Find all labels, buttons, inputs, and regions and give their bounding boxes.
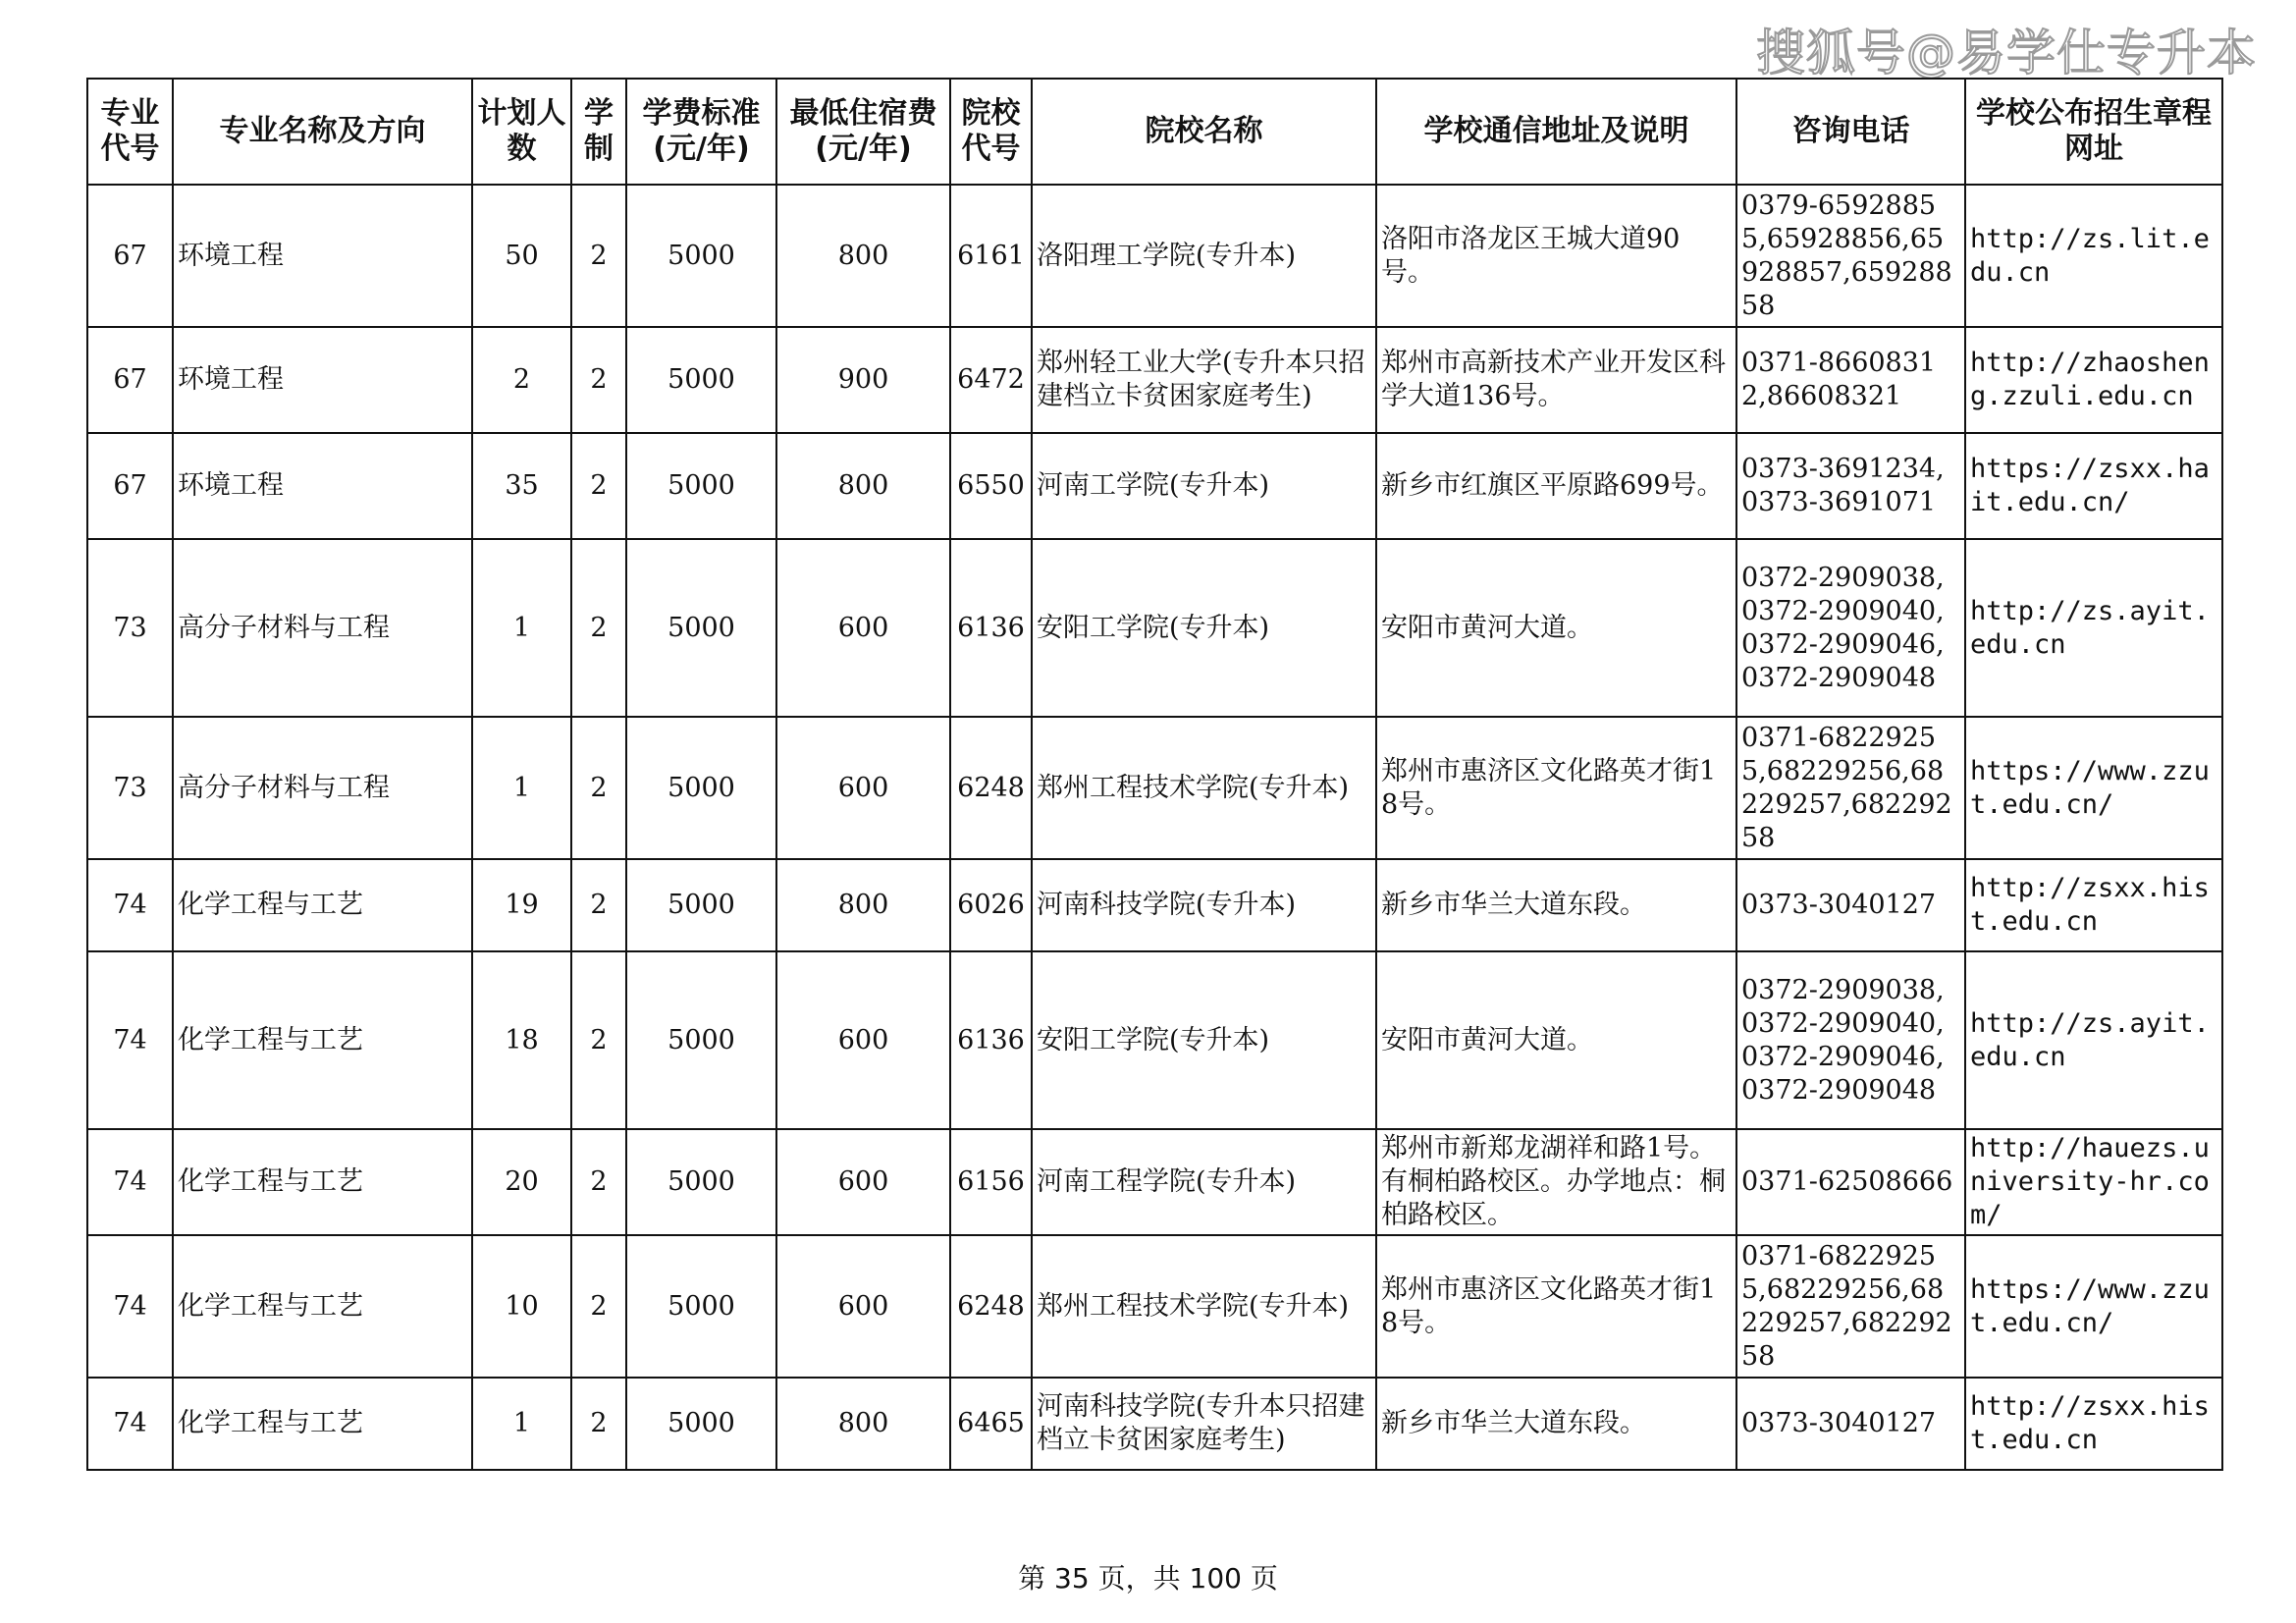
cell-tuition: 5000 [626, 1129, 776, 1235]
cell-phone: 0371-62508666 [1736, 1129, 1965, 1235]
cell-address: 洛阳市洛龙区王城大道90号。 [1376, 185, 1736, 327]
cell-school-name: 河南工程学院(专升本) [1032, 1129, 1376, 1235]
cell-years: 2 [571, 1129, 626, 1235]
cell-phone: 0373-3691234,0373-3691071 [1736, 433, 1965, 539]
cell-dorm: 600 [776, 717, 950, 859]
cell-tuition: 5000 [626, 951, 776, 1129]
cell-major-code: 74 [87, 951, 173, 1129]
cell-tuition: 5000 [626, 539, 776, 717]
cell-dorm: 600 [776, 951, 950, 1129]
cell-address: 郑州市高新技术产业开发区科学大道136号。 [1376, 327, 1736, 433]
page-footer [0, 1557, 2296, 1596]
cell-dorm: 800 [776, 433, 950, 539]
cell-plan: 50 [472, 185, 571, 327]
footer-total-pages: 100 [1189, 1562, 1242, 1595]
cell-address: 新乡市华兰大道东段。 [1376, 1378, 1736, 1470]
table-row [87, 327, 2222, 433]
enrollment-table [86, 78, 2223, 1471]
cell-dorm: 900 [776, 327, 950, 433]
cell-major-name: 高分子材料与工程 [173, 539, 472, 717]
footer-suffix: 页 [1250, 1562, 1278, 1595]
table-row [87, 433, 2222, 539]
cell-school-code: 6472 [950, 327, 1032, 433]
cell-school-name: 河南科技学院(专升本) [1032, 859, 1376, 951]
cell-dorm: 800 [776, 185, 950, 327]
cell-dorm: 600 [776, 539, 950, 717]
cell-major-name: 化学工程与工艺 [173, 859, 472, 951]
cell-url: https://www.zzut.edu.cn/ [1965, 717, 2222, 859]
cell-address: 新乡市红旗区平原路699号。 [1376, 433, 1736, 539]
cell-url: http://zs.ayit.edu.cn [1965, 539, 2222, 717]
cell-school-name: 河南科技学院(专升本只招建档立卡贫困家庭考生) [1032, 1378, 1376, 1470]
cell-major-code: 73 [87, 539, 173, 717]
cell-plan: 1 [472, 539, 571, 717]
table-row [87, 539, 2222, 717]
cell-plan: 19 [472, 859, 571, 951]
cell-major-name: 化学工程与工艺 [173, 951, 472, 1129]
cell-address: 郑州市惠济区文化路英才街18号。 [1376, 1235, 1736, 1378]
cell-dorm: 800 [776, 859, 950, 951]
header-phone: 咨询电话 [1736, 79, 1965, 185]
cell-major-code: 73 [87, 717, 173, 859]
cell-phone: 0379-65928855,65928856,65928857,65928858 [1736, 185, 1965, 327]
cell-major-code: 74 [87, 859, 173, 951]
table-row [87, 1235, 2222, 1378]
cell-school-code: 6248 [950, 1235, 1032, 1378]
cell-tuition: 5000 [626, 717, 776, 859]
cell-school-code: 6156 [950, 1129, 1032, 1235]
table-row [87, 951, 2222, 1129]
cell-tuition: 5000 [626, 185, 776, 327]
cell-school-name: 郑州工程技术学院(专升本) [1032, 1235, 1376, 1378]
cell-tuition: 5000 [626, 1235, 776, 1378]
footer-mid: 页，共 [1097, 1562, 1181, 1595]
table-row [87, 1129, 2222, 1235]
cell-address: 新乡市华兰大道东段。 [1376, 859, 1736, 951]
cell-dorm: 600 [776, 1129, 950, 1235]
header-plan: 计划人数 [472, 79, 571, 185]
cell-address: 郑州市惠济区文化路英才街18号。 [1376, 717, 1736, 859]
cell-school-code: 6026 [950, 859, 1032, 951]
cell-major-name: 化学工程与工艺 [173, 1378, 472, 1470]
cell-major-code: 67 [87, 433, 173, 539]
cell-years: 2 [571, 327, 626, 433]
cell-major-name: 化学工程与工艺 [173, 1235, 472, 1378]
cell-years: 2 [571, 1235, 626, 1378]
cell-school-name: 洛阳理工学院(专升本) [1032, 185, 1376, 327]
header-address: 学校通信地址及说明 [1376, 79, 1736, 185]
cell-major-code: 67 [87, 327, 173, 433]
cell-plan: 2 [472, 327, 571, 433]
header-years: 学制 [571, 79, 626, 185]
cell-plan: 20 [472, 1129, 571, 1235]
cell-address: 安阳市黄河大道。 [1376, 951, 1736, 1129]
cell-years: 2 [571, 1378, 626, 1470]
cell-dorm: 800 [776, 1378, 950, 1470]
cell-major-name: 环境工程 [173, 185, 472, 327]
footer-prefix: 第 [1018, 1562, 1046, 1595]
cell-url: http://hauezs.university-hr.com/ [1965, 1129, 2222, 1235]
cell-plan: 35 [472, 433, 571, 539]
footer-page-number: 35 [1054, 1562, 1090, 1595]
header-dorm: 最低住宿费(元/年) [776, 79, 950, 185]
header-school-code: 院校代号 [950, 79, 1032, 185]
cell-school-name: 安阳工学院(专升本) [1032, 951, 1376, 1129]
cell-school-code: 6136 [950, 539, 1032, 717]
cell-tuition: 5000 [626, 859, 776, 951]
cell-phone: 0372-2909038,0372-2909040,0372-2909046,0372-2909048 [1736, 951, 1965, 1129]
cell-school-code: 6465 [950, 1378, 1032, 1470]
cell-phone: 0373-3040127 [1736, 859, 1965, 951]
cell-major-code: 74 [87, 1129, 173, 1235]
cell-school-code: 6136 [950, 951, 1032, 1129]
cell-years: 2 [571, 951, 626, 1129]
cell-phone: 0371-68229255,68229256,68229257,68229258 [1736, 1235, 1965, 1378]
cell-url: https://zsxx.hait.edu.cn/ [1965, 433, 2222, 539]
table-row [87, 859, 2222, 951]
cell-school-name: 安阳工学院(专升本) [1032, 539, 1376, 717]
table-row [87, 717, 2222, 859]
cell-address: 安阳市黄河大道。 [1376, 539, 1736, 717]
cell-years: 2 [571, 539, 626, 717]
cell-years: 2 [571, 185, 626, 327]
cell-phone: 0371-86608312,86608321 [1736, 327, 1965, 433]
cell-tuition: 5000 [626, 327, 776, 433]
cell-plan: 1 [472, 1378, 571, 1470]
cell-major-name: 高分子材料与工程 [173, 717, 472, 859]
cell-major-code: 74 [87, 1235, 173, 1378]
cell-url: https://www.zzut.edu.cn/ [1965, 1235, 2222, 1378]
cell-dorm: 600 [776, 1235, 950, 1378]
header-row [87, 79, 2222, 185]
header-major-code: 专业代号 [87, 79, 173, 185]
cell-major-name: 环境工程 [173, 433, 472, 539]
cell-phone: 0373-3040127 [1736, 1378, 1965, 1470]
table-row [87, 1378, 2222, 1470]
table-row [87, 185, 2222, 327]
cell-plan: 1 [472, 717, 571, 859]
cell-school-name: 河南工学院(专升本) [1032, 433, 1376, 539]
watermark-text: 搜狐号@易学仕专升本 [1756, 25, 2257, 81]
cell-address: 郑州市新郑龙湖祥和路1号。有桐柏路校区。办学地点：桐柏路校区。 [1376, 1129, 1736, 1235]
cell-years: 2 [571, 717, 626, 859]
cell-url: http://zs.ayit.edu.cn [1965, 951, 2222, 1129]
cell-phone: 0371-68229255,68229256,68229257,68229258 [1736, 717, 1965, 859]
cell-school-code: 6248 [950, 717, 1032, 859]
cell-years: 2 [571, 859, 626, 951]
cell-url: http://zhaosheng.zzuli.edu.cn [1965, 327, 2222, 433]
header-school-name: 院校名称 [1032, 79, 1376, 185]
cell-school-code: 6161 [950, 185, 1032, 327]
cell-url: http://zs.lit.edu.cn [1965, 185, 2222, 327]
cell-years: 2 [571, 433, 626, 539]
cell-phone: 0372-2909038,0372-2909040,0372-2909046,0372-2909048 [1736, 539, 1965, 717]
header-major-name: 专业名称及方向 [173, 79, 472, 185]
cell-plan: 10 [472, 1235, 571, 1378]
cell-major-name: 环境工程 [173, 327, 472, 433]
cell-major-code: 67 [87, 185, 173, 327]
header-tuition: 学费标准(元/年) [626, 79, 776, 185]
cell-url: http://zsxx.hist.edu.cn [1965, 1378, 2222, 1470]
cell-tuition: 5000 [626, 433, 776, 539]
cell-plan: 18 [472, 951, 571, 1129]
cell-major-code: 74 [87, 1378, 173, 1470]
cell-tuition: 5000 [626, 1378, 776, 1470]
cell-school-name: 郑州轻工业大学(专升本只招建档立卡贫困家庭考生) [1032, 327, 1376, 433]
header-url: 学校公布招生章程网址 [1965, 79, 2222, 185]
cell-school-code: 6550 [950, 433, 1032, 539]
cell-url: http://zsxx.hist.edu.cn [1965, 859, 2222, 951]
cell-major-name: 化学工程与工艺 [173, 1129, 472, 1235]
cell-school-name: 郑州工程技术学院(专升本) [1032, 717, 1376, 859]
